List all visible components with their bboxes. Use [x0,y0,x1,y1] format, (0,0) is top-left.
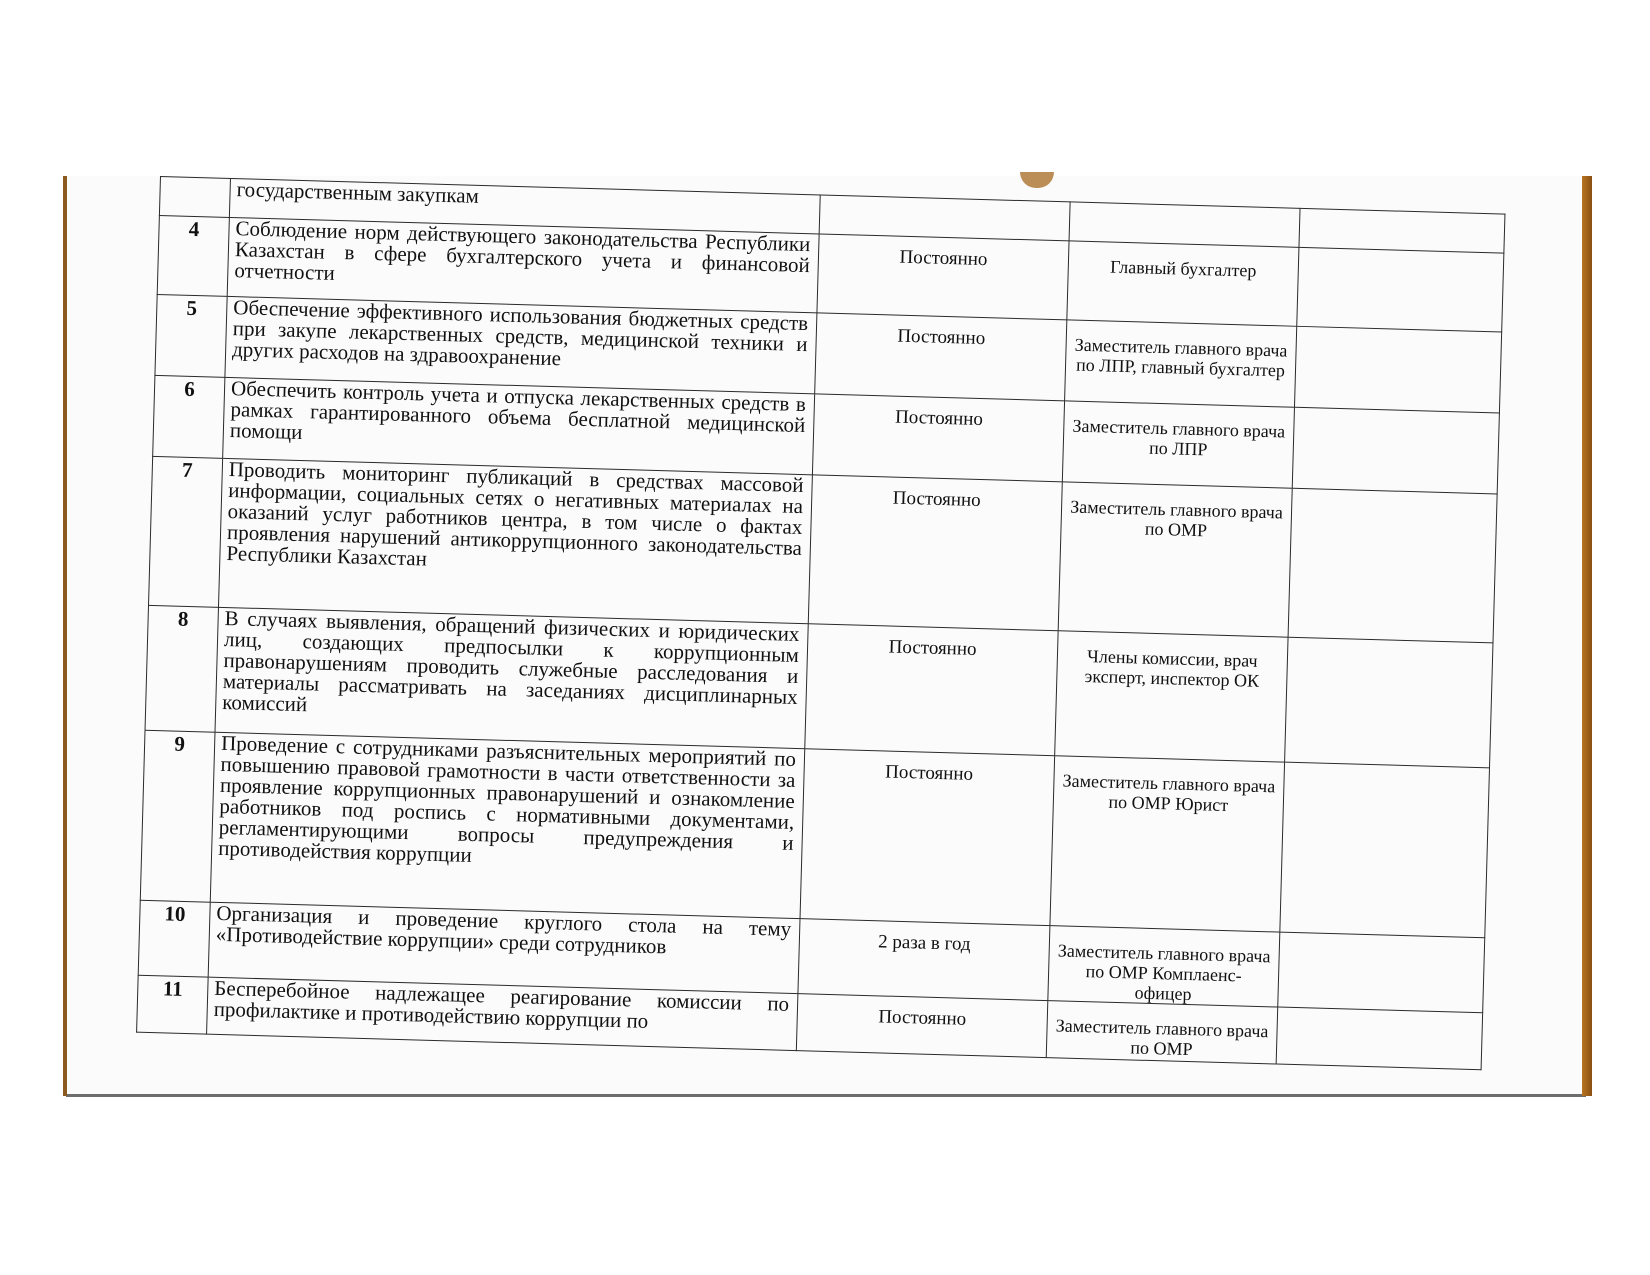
row-number: 4 [157,215,229,296]
term-cell: Постоянно [812,394,1064,482]
activity-cell: Проведение с сотрудниками разъяснительных мероприятий по повышению правовой грамотности в части ответственности за проявление коррупционных правонарушений и ознакомление работников под роспись с нормативными документами, регламентирующими вопросы предупреждения и противодействия коррупции [210,732,805,918]
activity-cell: Обеспечить контроль учета и отпуска лекарственных средств в рамках гарантированного объема бесплатной медицинской помощи [223,377,815,474]
activity-cell: Соблюдение норм действующего законодательства Республики Казахстан в сфере бухгалтерского учета и финансовой отчетности [227,217,819,312]
row-number: 7 [149,456,223,607]
row-number: 11 [137,975,209,1034]
note-cell [1276,1007,1483,1070]
responsible-cell: Заместитель главного врача по ОМР Юрист [1050,756,1285,932]
row-number [159,177,230,218]
row-number: 6 [153,375,225,458]
note-cell [1294,326,1501,413]
note-cell [1280,762,1490,938]
responsible-cell: Главный бухгалтер [1067,241,1299,326]
term-cell: 2 раза в год [798,919,1050,1001]
responsible-cell: Заместитель главного врача по ЛПР [1062,401,1294,488]
responsible-cell [1069,202,1300,247]
activity-cell: Обеспечение эффективного использования бюджетных средств при закупе лекарственных средств, медицинской техники и других расходов на здравоохранение [225,296,817,393]
activity-cell: Организация и проведение круглого стола на тему «Противодействие коррупции» среди сотрудников [208,902,800,993]
note-cell [1297,247,1504,332]
page-edge-right [1582,176,1592,1096]
plan-table-wrapper [136,176,1504,1070]
responsible-cell: Заместитель главного врача по ОМР [1046,1001,1278,1064]
term-cell: Постоянно [808,475,1062,631]
note-cell [1299,208,1505,253]
note-cell [1292,407,1499,494]
row-number: 9 [140,730,215,902]
term-cell: Постоянно [805,624,1058,756]
responsible-cell: Члены комиссии, врач эксперт, инспектор ОК [1055,631,1288,762]
row-number: 5 [155,294,227,377]
term-cell: Постоянно [796,994,1047,1058]
activity-cell: Проводить мониторинг публикаций в средствах массовой информации, социальных сетях о негативных материалах на оказаний услуг работников центра, в том числе о фактах проявления нарушений антикоррупционного законодательства Республики Казахстан [218,458,812,623]
activity-cell: Бесперебойное надлежащее реагирование комиссии по профилактике и противодействию коррупции по [207,977,798,1050]
note-cell [1288,488,1497,643]
term-cell: Постоянно [800,749,1055,926]
page-edge-left [63,176,67,1096]
term-cell: Постоянно [817,234,1069,320]
term-cell: Постоянно [815,313,1067,401]
row-number: 8 [145,605,218,732]
responsible-cell: Заместитель главного врача по ОМР Комплаенс- офицер [1048,926,1280,1007]
note-cell [1285,637,1493,768]
row-number: 10 [138,900,210,977]
responsible-cell: Заместитель главного врача по ОМР [1058,482,1292,637]
activity-cell: государственным закупкам [229,178,820,233]
note-cell [1278,932,1485,1013]
responsible-cell: Заместитель главного врача по ЛПР, главный бухгалтер [1065,320,1297,407]
anticorruption-plan-table [136,176,1505,1070]
activity-cell: В случаях выявления, обращений физических и юридических лиц, создающих предпосылки к коррупционным правонарушениям проводить служебные расследования и материалы рассматривать на заседаниях дисциплинарных комиссий [215,607,808,748]
